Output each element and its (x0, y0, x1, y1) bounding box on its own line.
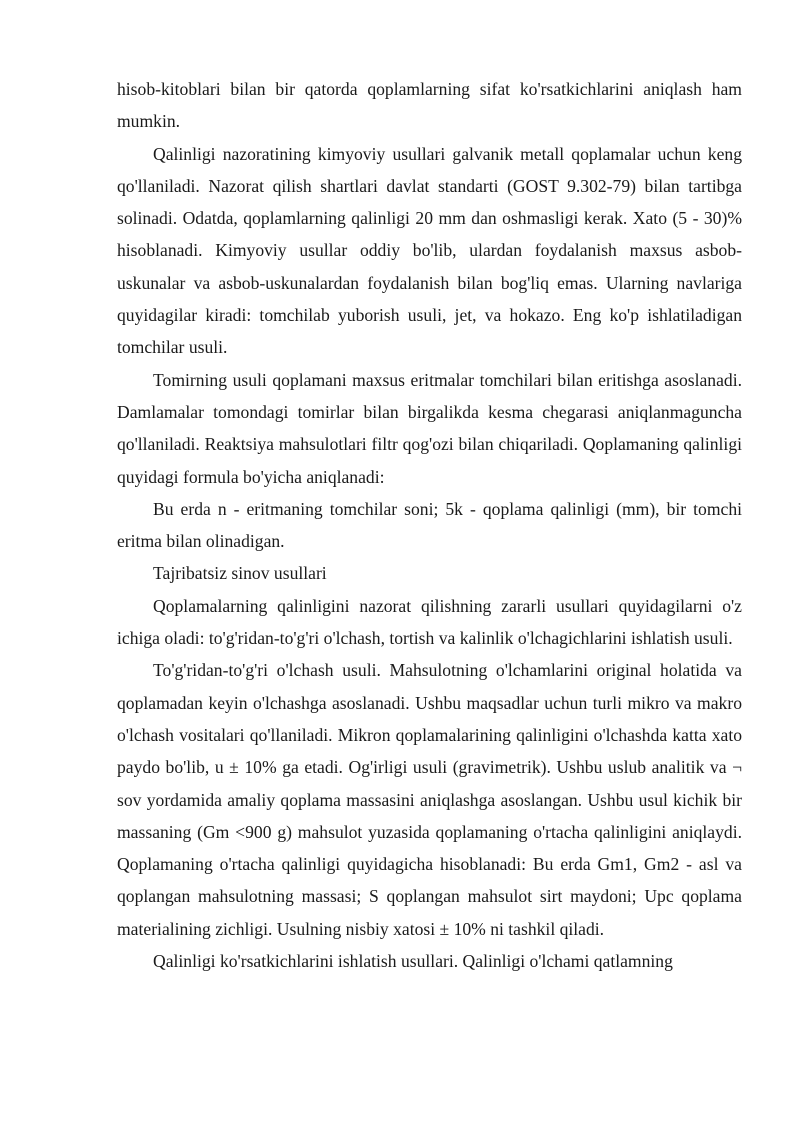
paragraph-destructive-methods: Qoplamalarning qalinligini nazorat qilishning zararli usullari quyidagilarni o'z ichiga oladi: to'g'ridan-to'g'ri o'lchash, tortish va kalinlik o'lchagichlarini ishlatish usuli. (117, 595, 742, 649)
paragraph-thickness-gauges: Qalinligi ko'rsatkichlarini ishlatish usullari. Qalinligi o'lchami qatlamning (153, 951, 673, 972)
paragraph-direct-measurement: To'g'ridan-to'g'ri o'lchash usuli. Mahsulotning o'lchamlarini original holatida va qoplamadan keyin o'lchashga asoslanadi. Ushbu maqsadlar uchun turli mikro va makro o'lchash vositalari qo'llaniladi. Mikron qoplamalarining qalinligini o'lchashda katta xato paydo bo'lib, u ± 10% ga etadi. Og'irligi usuli (gravimetrik). Ushbu uslub analitik va ¬ sov yordamida amaliy qoplama massasini aniqlashga asoslangan. Ushbu usul kichik bir massaning (Gm <900 g) mahsulot yuzasida qoplamaning o'rtacha qalinligini aniqlaydi. Qoplamaning o'rtacha qalinligi quyidagicha hisoblanadi: Bu erda Gm1, Gm2 - asl va qoplangan mahsulotning massasi; S qoplangan mahsulot sirt maydoni; Upc qoplama materialining zichligi. Usulning nisbiy xatosi ± 10% ni tashkil qiladi. (117, 660, 742, 939)
section-heading-nondestructive: Tajribatsiz sinov usullari (153, 563, 327, 584)
paragraph-chemical-methods: Qalinligi nazoratining kimyoviy usullari galvanik metall qoplamalar uchun keng qo'llaniladi. Nazorat qilish shartlari davlat standarti (GOST 9.302-79) bilan tartibga solinadi. Odatda, qoplamlarning qalinligi 20 mm dan oshmasligi kerak. Xato (5 - 30)% hisoblanadi. Kimyoviy usullar oddiy bo'lib, ulardan foydalanish maxsus asbob-uskunalar va asbob-uskunalardan foydalanish bilan bog'liq emas. Ularning navlariga quyidagilar kiradi: tomchilab yuborish usuli, jet, va hokazo. Eng ko'p ishlatiladigan tomchilar usuli. (117, 143, 742, 358)
paragraph-drop-method: Tomirning usuli qoplamani maxsus eritmalar tomchilari bilan eritishga asoslanadi. Damlamalar tomondagi tomirlar bilan birgalikda kesma chegarasi aniqlanmaguncha qo'llaniladi. Reaktsiya mahsulotlari filtr qog'ozi bilan chiqariladi. Qoplamaning qalinligi quyidagi formula bo'yicha aniqlanadi: (117, 369, 742, 487)
paragraph-continuation: hisob-kitoblari bilan bir qatorda qoplamlarning sifat ko'rsatkichlarini aniqlash ham mumkin. (117, 79, 742, 132)
paragraph-formula-note: Bu erda n - eritmaning tomchilar soni; 5k - qoplama qalinligi (mm), bir tomchi eritma bilan olinadigan. (117, 498, 742, 552)
